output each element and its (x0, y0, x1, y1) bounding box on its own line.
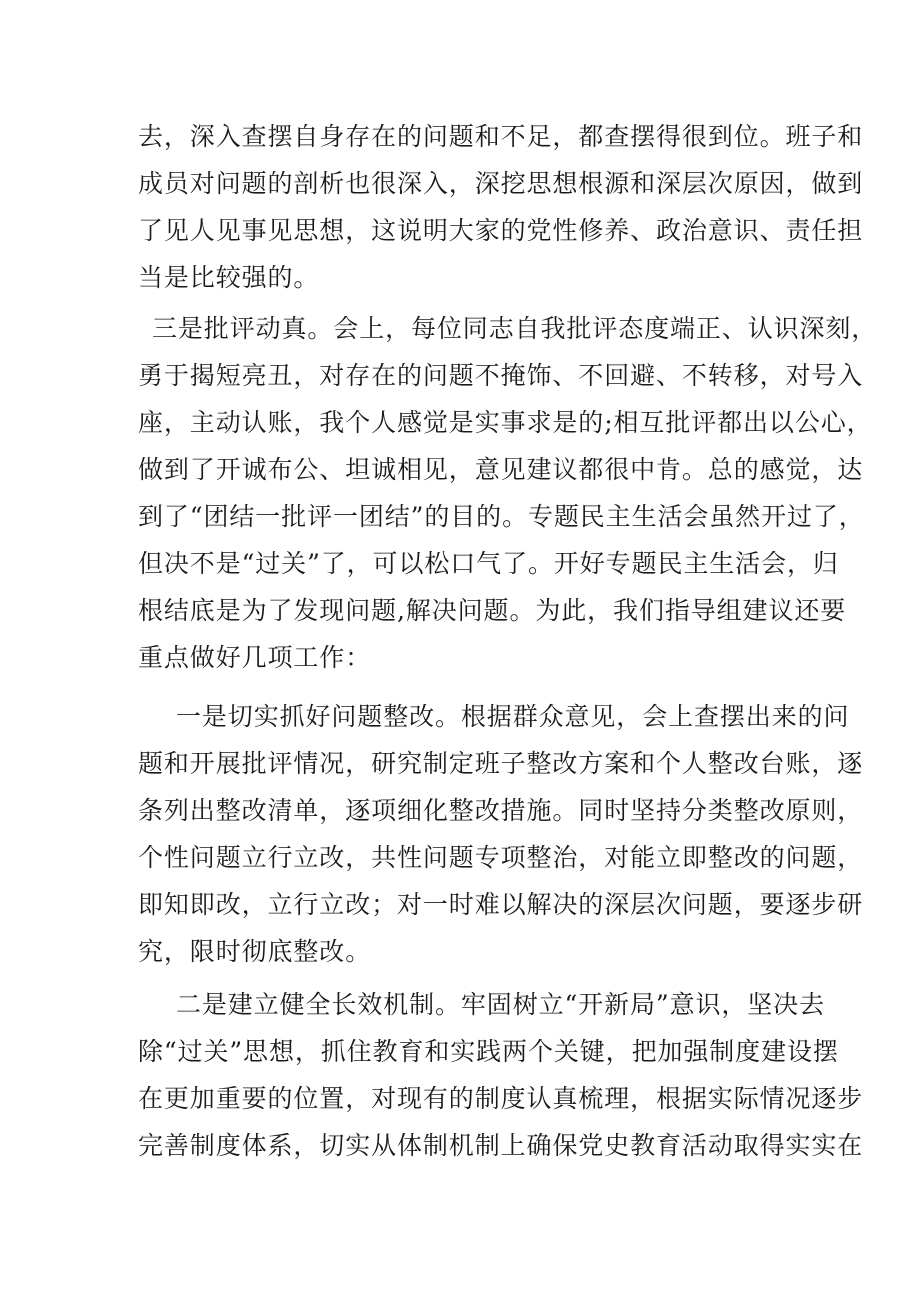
line-text: 座，主动认账，我个人感觉是实事求是的;相互批评都出以公心， (138, 408, 873, 437)
line-text: 个性问题立行立改，共性问题专项整治，对能立即整改的问题， (138, 843, 864, 872)
text-line (0, 885, 920, 925)
line-text: 究，限时彻底整改。 (138, 937, 372, 966)
line-text: 到了“团结一批评一团结”的目的。专题民主生活会虽然开过了， (138, 502, 865, 531)
text-line (0, 356, 920, 396)
line-text: 了见人见事见思想，这说明大家的党性修养、政治意识、责任担 (138, 216, 864, 245)
text-line (0, 497, 920, 537)
line-text: 三是批评动真。会上，每位同志自我批评态度端正、认识深刻， (152, 314, 878, 343)
line-text: 当是比较强的。 (138, 263, 320, 292)
line-text: 条列出整改清单，逐项细化整改措施。同时坚持分类整改原则， (138, 796, 864, 825)
text-line (0, 1079, 920, 1119)
text-line (0, 932, 920, 972)
line-text: 完善制度体系，切实从体制机制上确保党史教育活动取得实实在 (138, 1131, 864, 1160)
text-line (0, 838, 920, 878)
line-text: 根结底是为了发现问题,解决问题。为此，我们指导组建议还要 (138, 596, 847, 625)
line-text: 重点做好几项工作： (138, 643, 372, 672)
text-line (0, 164, 920, 204)
text-line (0, 117, 920, 157)
text-line (0, 450, 920, 490)
text-line (0, 258, 920, 298)
line-text: 一是切实抓好问题整改。根据群众意见，会上查摆出来的问 (176, 702, 850, 731)
text-line (0, 403, 920, 443)
text-line (0, 591, 920, 631)
text-line (0, 309, 920, 349)
text-line (0, 211, 920, 251)
text-line (0, 1126, 920, 1166)
text-line (0, 638, 920, 678)
text-line (0, 791, 920, 831)
line-text: 二是建立健全长效机制。牢固树立“开新局”意识，坚决去 (176, 990, 825, 1019)
text-line (0, 1032, 920, 1072)
line-text: 勇于揭短亮丑，对存在的问题不掩饰、不回避、不转移，对号入 (138, 361, 864, 390)
line-text: 题和开展批评情况，研究制定班子整改方案和个人整改台账，逐 (138, 749, 864, 778)
text-line (0, 697, 920, 737)
text-line (0, 985, 920, 1025)
line-text: 成员对问题的剖析也很深入，深挖思想根源和深层次原因，做到 (138, 169, 864, 198)
text-line (0, 544, 920, 584)
line-text: 但决不是“过关”了，可以松口气了。开好专题民主生活会，归 (138, 549, 839, 578)
line-text: 即知即改，立行立改；对一时难以解决的深层次问题，要逐步研 (138, 890, 864, 919)
line-text: 除“过关”思想，抓住教育和实践两个关键，把加强制度建设摆 (138, 1037, 839, 1066)
line-text: 在更加重要的位置，对现有的制度认真梳理，根据实际情况逐步 (138, 1084, 864, 1113)
line-text: 去，深入查摆自身存在的问题和不足，都查摆得很到位。班子和 (138, 122, 864, 151)
line-text: 做到了开诚布公、坦诚相见，意见建议都很中肯。总的感觉，达 (138, 455, 864, 484)
text-line (0, 744, 920, 784)
